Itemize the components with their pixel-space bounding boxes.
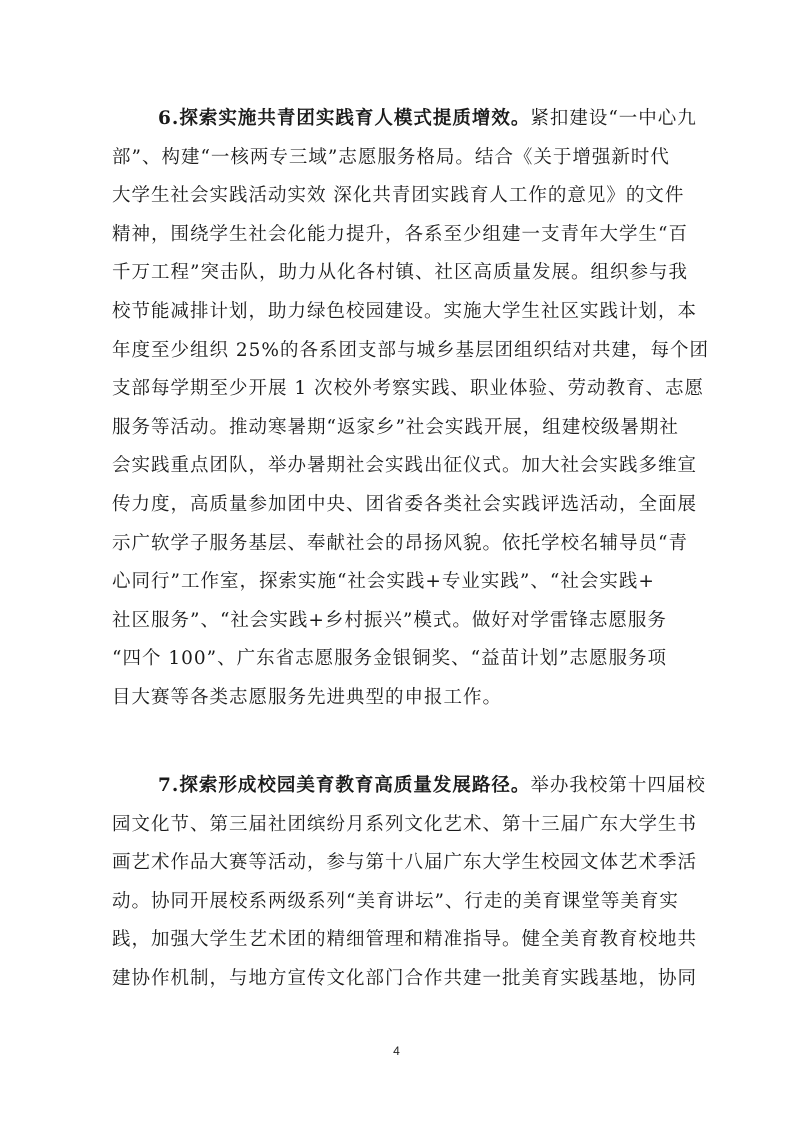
paragraph-line: 年度至少组织 25%的各系团支部与城乡基层团组织结对共建，每个团 [112, 339, 710, 361]
paragraph-line: 校节能减排计划，助力绿色校园建设。实施大学生社区实践计划，本 [112, 300, 698, 322]
paragraph-line: 传力度，高质量参加团中央、团省委各类社会实践评选活动，全面展 [112, 493, 698, 515]
paragraph-line: 部”、构建“一核两专三域”志愿服务格局。结合《关于增强新时代 [112, 146, 670, 168]
page-number: 4 [393, 1044, 400, 1058]
paragraph-line: 动。协同开展校系两级系列“美育讲坛”、行走的美育课堂等美育实 [112, 890, 679, 912]
paragraph-line: 建协作机制，与地方宣传文化部门合作共建一批美育实践基地，协同 [112, 967, 698, 989]
paragraph-line: 园文化节、第三届社团缤纷月系列文化艺术、第十三届广东大学生书 [112, 813, 698, 835]
section-6-paragraph [112, 100, 710, 718]
paragraph-line: 心同行”工作室，探索实施“社会实践+专业实践”、“社会实践+ [112, 571, 655, 593]
paragraph-line: 精神，围绕学生社会化能力提升，各系至少组建一支青年大学生“百 [112, 223, 688, 245]
paragraph-line: 7.探索形成校园美育教育高质量发展路径。举办我校第十四届校 [158, 775, 706, 796]
paragraph-line: 目大赛等各类志愿服务先进典型的申报工作。 [112, 686, 503, 708]
paragraph-line: 践，加强大学生艺术团的精细管理和精准指导。健全美育教育校地共 [112, 929, 698, 951]
section-7-heading: 7.探索形成校园美育教育高质量发展路径。 [158, 775, 531, 796]
section-6-heading: 6.探索实施共青团实践育人模式提质增效。 [158, 108, 531, 129]
section-7-paragraph [112, 767, 706, 999]
paragraph-line: 6.探索实施共青团实践育人模式提质增效。紧扣建设“一中心九 [158, 108, 697, 129]
paragraph-line: 画艺术作品大赛等活动，参与第十八届广东大学生校园文体艺术季活 [112, 852, 698, 874]
paragraph-line: 服务等活动。推动寒暑期“返家乡”社会实践开展，组建校级暑期社 [112, 416, 679, 438]
paragraph-line: 千万工程”突击队，助力从化各村镇、社区高质量发展。组织参与我 [112, 262, 688, 284]
paragraph-line: 社区服务”、“社会实践+乡村振兴”模式。做好对学雷锋志愿服务 [112, 609, 667, 631]
paragraph-line: 示广软学子服务基层、奉献社会的昂扬风貌。依托学校名辅导员“青 [112, 532, 688, 554]
paragraph-line: 会实践重点团队，举办暑期社会实践出征仪式。加大社会实践多维宣 [112, 455, 698, 477]
paragraph-line: “四个 100”、广东省志愿服务金银铜奖、“益苗计划”志愿服务项 [112, 648, 668, 670]
paragraph-line: 支部每学期至少开展 1 次校外考察实践、职业体验、劳动教育、志愿 [112, 378, 705, 400]
paragraph-line: 大学生社会实践活动实效 深化共青团实践育人工作的意见》的文件 [112, 185, 685, 207]
